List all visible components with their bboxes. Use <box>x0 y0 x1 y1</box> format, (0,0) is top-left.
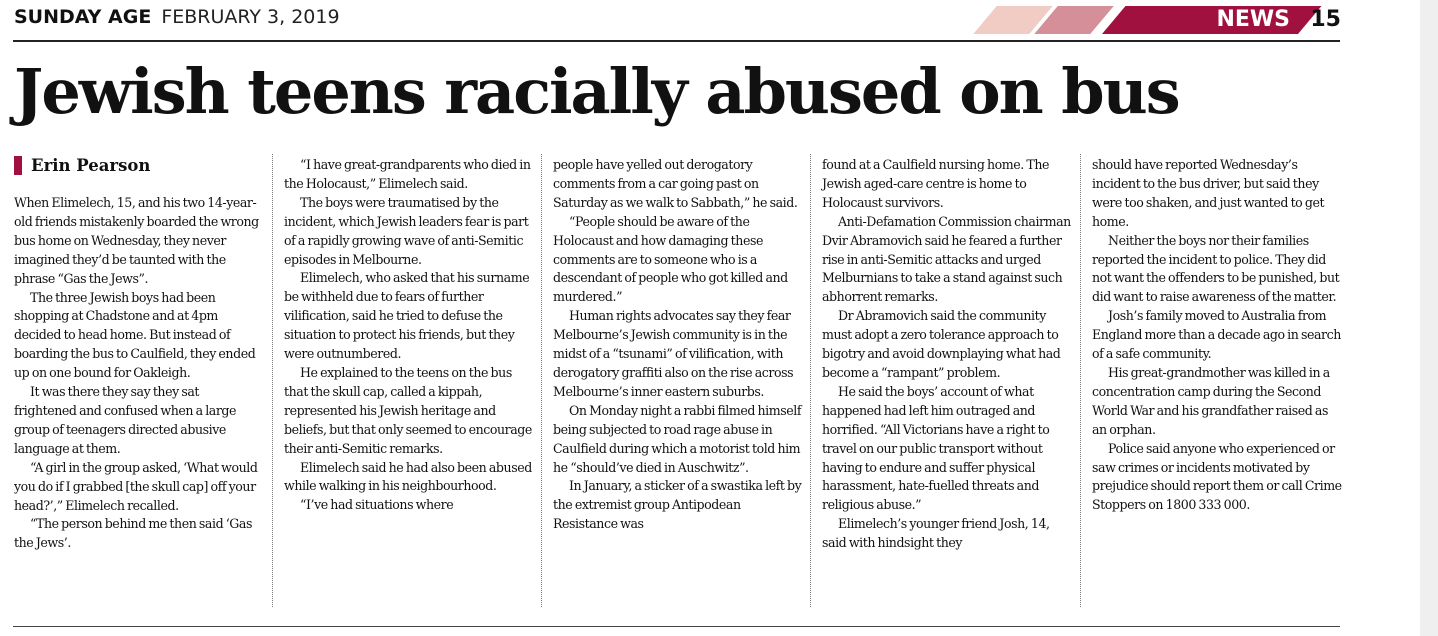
masthead-rule <box>13 40 1340 42</box>
paragraph: “The person behind me then said ‘Gas the Jews’. <box>14 516 252 551</box>
paragraph: The boys were traumatised by the incident, which Jewish leaders fear is part of a rapidly growing wave of anti-Semitic episodes in Melbourne. <box>284 194 529 267</box>
headline: Jewish teens racially abused on bus <box>14 55 1179 128</box>
column-divider <box>541 154 542 607</box>
publication-date: FEBRUARY 3, 2019 <box>161 6 340 28</box>
paragraph: On Monday night a rabbi filmed himself being subjected to road rage abuse in Caulfield during which a motorist told him he “should’ve died in Auschwitz”. <box>553 402 802 475</box>
paragraph: It was there they say they sat frightened and confused when a large group of teenagers directed abusive language at them. <box>14 384 237 456</box>
article-column-5 <box>1092 156 1342 515</box>
paragraph: Anti-Defamation Commission chairman Dvir Abramovich said he feared a further rise in anti-Semitic attacks and urged Melburnians to take a stand against such abhorrent remarks. <box>822 213 1071 305</box>
paragraph: Elimelech said he had also been abused while walking in his neighbourhood. <box>284 459 532 494</box>
paragraph: Elimelech’s younger friend Josh, 14, said with hindsight they <box>822 516 1050 551</box>
paragraph: found at a Caulfield nursing home. The Jewish aged-care centre is home to Holocaust survivors. <box>822 157 1049 210</box>
paragraph: “I’ve had situations where <box>300 497 454 513</box>
byline-marker <box>14 156 22 175</box>
article-column-4 <box>822 156 1072 553</box>
byline <box>14 154 150 176</box>
page-number: 15 <box>1310 7 1341 32</box>
masthead <box>14 6 340 34</box>
paragraph: Police said anyone who experienced or saw crimes or incidents motivated by prejudice should report them or call Crime Stoppers on 1800 333 000. <box>1092 440 1342 513</box>
paragraph: When Elimelech, 15, and his two 14-year-old friends mistakenly boarded the wrong bus home on Wednesday, they never imagined they’d be taunted with the phrase “Gas the Jews”. <box>14 195 259 286</box>
byline-name: Erin Pearson <box>31 155 151 175</box>
paragraph: He said the boys’ account of what happened had left him outraged and horrified. “All Victorians have a right to travel on our public transport without having to endure and suffer physical harassment, hate-fuelled threats and religious abuse.” <box>822 383 1050 513</box>
paragraph: Elimelech, who asked that his surname be withheld due to fears of further vilification, said he tried to defuse the situation to protect his friends, but they were outnumbered. <box>284 270 530 362</box>
paragraph: should have reported Wednesday’s incident to the bus driver, but said they were too shaken, and just wanted to get home. <box>1092 157 1325 229</box>
article-column-3 <box>553 156 803 534</box>
column-divider <box>1080 154 1081 607</box>
paragraph: “People should be aware of the Holocaust and how damaging these comments are to someone who is a descendant of people who got killed and murdered.” <box>553 213 788 305</box>
footer-rule <box>13 626 1340 627</box>
paragraph: Josh’s family moved to Australia from England more than a decade ago in search of a safe community. <box>1092 308 1341 362</box>
paragraph: “I have great-grandparents who died in the Holocaust,” Elimelech said. <box>284 157 531 191</box>
paragraph: Neither the boys nor their families reported the incident to police. They did not want the offenders to be punished, but did want to raise awareness of the matter. <box>1092 232 1340 305</box>
section-label: NEWS <box>1216 7 1290 32</box>
paragraph: His great-grandmother was killed in a concentration camp during the Second World War and his grandfather raised as an orphan. <box>1092 364 1330 437</box>
paragraph: “A girl in the group asked, ‘What would you do if I grabbed [the skull cap] off your head?’,” Elimelech recalled. <box>14 459 258 513</box>
paragraph: In January, a sticker of a swastika left by the extremist group Antipodean Resistance was <box>553 478 802 532</box>
column-divider <box>810 154 811 607</box>
paragraph: The three Jewish boys had been shopping at Chadstone and at 4pm decided to head home. But instead of boarding the bus to Caulfield, they ended up on one bound for Oakleigh. <box>14 289 256 381</box>
article-column-2 <box>284 156 534 515</box>
paragraph: people have yelled out derogatory comments from a car going past on Saturday as we walk to Sabbath,” he said. <box>553 157 798 210</box>
publication-name: SUNDAY AGE <box>14 6 152 28</box>
paragraph: Dr Abramovich said the community must adopt a zero tolerance approach to bigotry and avoid downplaying what had become a “rampant” problem. <box>822 308 1061 380</box>
paragraph: He explained to the teens on the bus that the skull cap, called a kippah, represented his Jewish heritage and beliefs, but that only seemed to encourage their anti-Semitic remarks. <box>284 364 532 456</box>
page-gutter <box>1420 0 1438 636</box>
column-divider <box>272 154 273 607</box>
paragraph: Human rights advocates say they fear Melbourne’s Jewish community is in the midst of a “tsunami” of vilification, with derogatory graffiti also on the rise across Melbourne’s inner eastern suburbs. <box>553 308 794 399</box>
article-column-1 <box>14 194 264 553</box>
